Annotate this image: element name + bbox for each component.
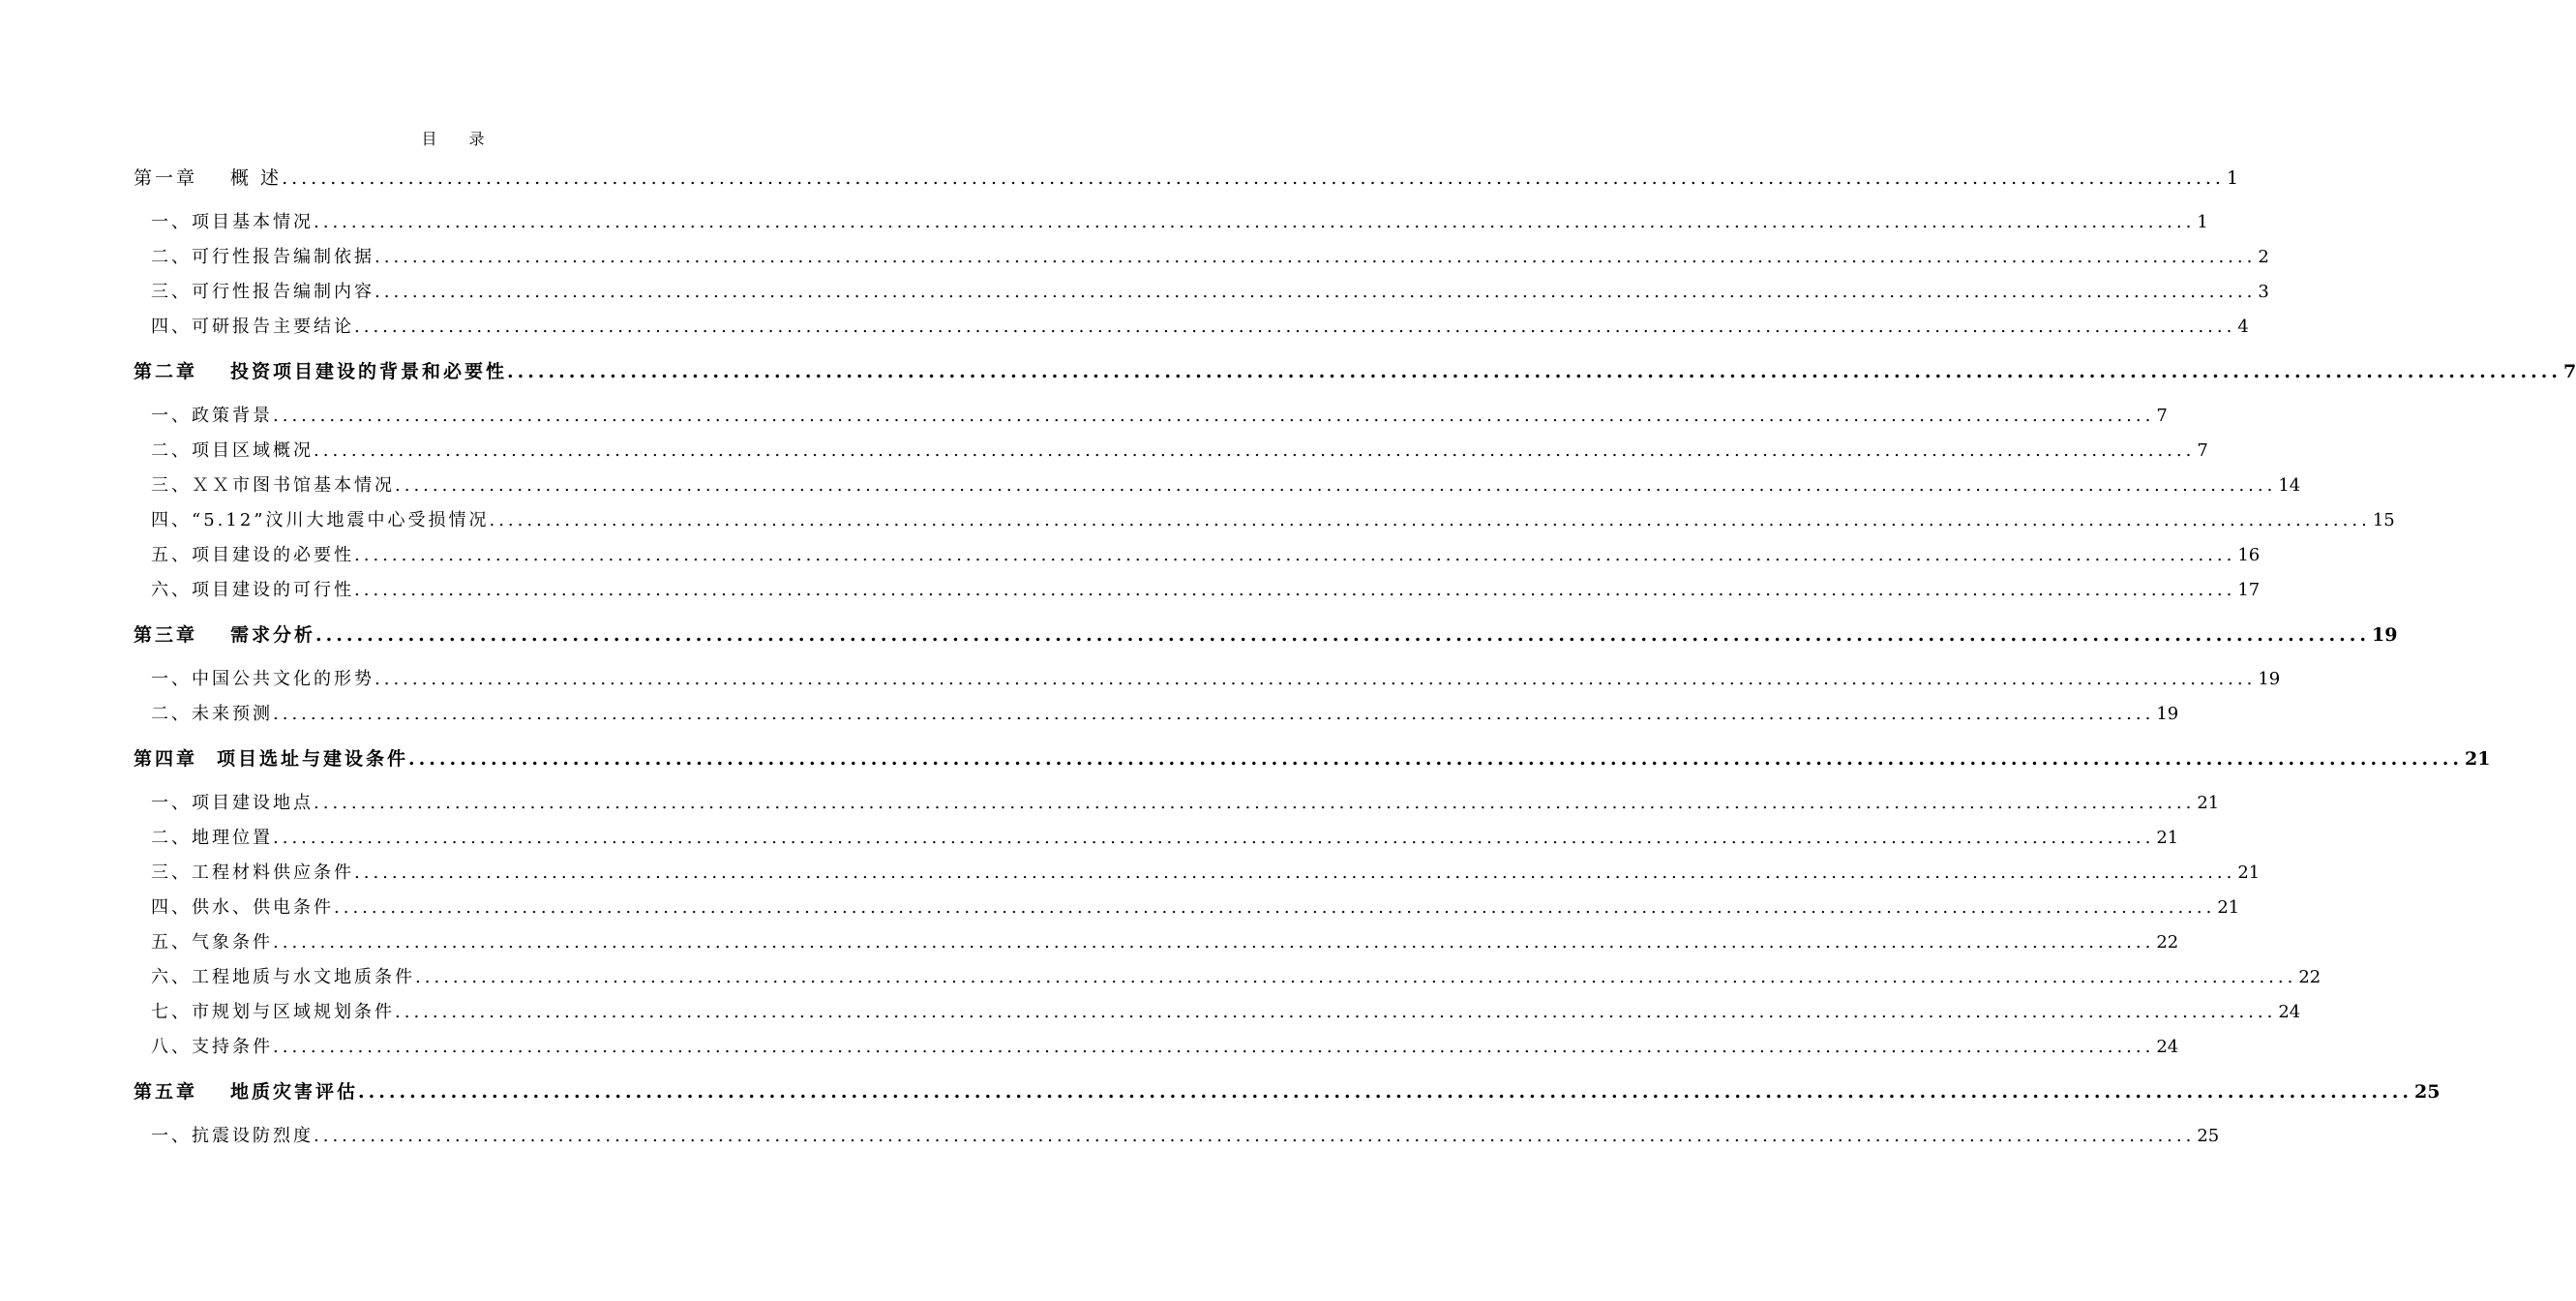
toc-page-number: 21 xyxy=(2156,828,2179,848)
toc-leader-dots: ........................................................................................................................................................................................................ xyxy=(354,317,2236,337)
toc-section-label: 七、市规划与区域规划条件 xyxy=(151,1002,395,1022)
toc-page-number: 1 xyxy=(2197,212,2208,232)
toc-section-row[interactable] xyxy=(134,786,2220,821)
page-title: 目 录 xyxy=(421,130,498,148)
toc-section-label: 一、中国公共文化的形势 xyxy=(151,669,374,689)
toc-section-label: 五、项目建设的必要性 xyxy=(151,545,354,565)
toc-page-number: 17 xyxy=(2237,580,2261,600)
toc-section-row[interactable] xyxy=(134,995,2301,1030)
toc-section-label: 一、项目基本情况 xyxy=(151,212,314,232)
toc-chapter-number: 第五章 xyxy=(134,1081,198,1103)
toc-leader-dots: ........................................................................................................................................................................................................ xyxy=(507,361,2561,382)
toc-section-row[interactable] xyxy=(134,205,2208,240)
toc-leader-dots: ........................................................................................................................................................................................................ xyxy=(489,510,2371,530)
toc-leader-dots: ........................................................................................................................................................................................................ xyxy=(395,1002,2277,1022)
toc-page-number: 14 xyxy=(2278,475,2301,496)
toc-section-label: 一、政策背景 xyxy=(151,406,273,426)
toc-chapter-row[interactable] xyxy=(134,618,2398,662)
toc-chapter-number: 第三章 xyxy=(134,624,198,646)
toc-page-number: 24 xyxy=(2156,1037,2179,1057)
toc-page-number: 7 xyxy=(2562,361,2576,382)
toc-chapter-title: 地质灾害评估 xyxy=(230,1081,359,1103)
toc-leader-dots: ........................................................................................................................................................................................................ xyxy=(408,748,2463,770)
toc-section-row[interactable] xyxy=(134,538,2261,573)
toc-section-row[interactable] xyxy=(134,399,2168,434)
toc-section-label: 四、供水、供电条件 xyxy=(151,897,334,918)
toc-section-row[interactable] xyxy=(134,310,2249,354)
toc-page-number: 25 xyxy=(2413,1081,2441,1103)
toc-page-number: 19 xyxy=(2371,624,2398,646)
toc-leader-dots: ........................................................................................................................................................................................................ xyxy=(273,828,2155,848)
toc-leader-dots: ........................................................................................................................................................................................................ xyxy=(314,212,2196,232)
toc-section-label: 五、气象条件 xyxy=(151,932,273,953)
toc-page-number: 22 xyxy=(2156,932,2179,953)
toc-section-row[interactable] xyxy=(134,1030,2179,1074)
toc-chapter-row[interactable] xyxy=(134,1074,2441,1119)
toc-section-label: 三、ＸＸ市图书馆基本情况 xyxy=(151,475,395,496)
toc-leader-dots: ........................................................................................................................................................................................................ xyxy=(354,862,2236,883)
toc-section-label: 六、工程地质与水文地质条件 xyxy=(151,967,415,987)
toc-section-row[interactable] xyxy=(134,503,2395,538)
toc-leader-dots: ........................................................................................................................................................................................................ xyxy=(415,967,2297,987)
toc-section-label: 二、可行性报告编制依据 xyxy=(151,247,374,267)
toc-section-row[interactable] xyxy=(134,1119,2220,1154)
toc-section-label: 一、抗震设防烈度 xyxy=(151,1126,314,1146)
toc-section-row[interactable] xyxy=(134,821,2179,856)
toc-chapter-number: 第二章 xyxy=(134,361,198,382)
toc-chapter-label xyxy=(134,354,507,389)
toc-chapter-number: 第一章 xyxy=(134,167,198,189)
toc-leader-dots: ........................................................................................................................................................................................................ xyxy=(282,167,2225,189)
toc-chapter-title: 概 述 xyxy=(230,167,283,189)
toc-page-number: 3 xyxy=(2258,282,2269,302)
toc-section-row[interactable] xyxy=(134,891,2240,925)
toc-page-number: 1 xyxy=(2226,167,2239,189)
toc-section-row[interactable] xyxy=(134,856,2261,891)
toc-chapter-title: 投资项目建设的背景和必要性 xyxy=(230,361,508,382)
toc-section-row[interactable] xyxy=(134,925,2179,960)
toc-leader-dots: ........................................................................................................................................................................................................ xyxy=(374,247,2257,267)
toc-chapter-row[interactable] xyxy=(134,354,2576,399)
toc-section-label: 八、支持条件 xyxy=(151,1037,273,1057)
toc-page-number: 7 xyxy=(2156,406,2168,426)
toc-leader-dots: ........................................................................................................................................................................................................ xyxy=(374,282,2257,302)
toc-leader-dots: ........................................................................................................................................................................................................ xyxy=(273,704,2155,724)
toc-page-number: 15 xyxy=(2372,510,2395,530)
toc-chapter-label xyxy=(134,1074,358,1109)
toc-chapter-label xyxy=(134,741,408,776)
toc-leader-dots: ........................................................................................................................................................................................................ xyxy=(358,1081,2412,1103)
toc-section-label: 三、可行性报告编制内容 xyxy=(151,282,374,302)
toc-chapter-number: 第四章 xyxy=(134,748,198,770)
toc-section-row[interactable] xyxy=(134,960,2321,995)
toc-leader-dots: ........................................................................................................................................................................................................ xyxy=(314,793,2196,813)
toc-page-number: 19 xyxy=(2258,669,2281,689)
toc-chapter-title: 项目选址与建设条件 xyxy=(217,748,409,770)
toc-section-row[interactable] xyxy=(134,469,2301,503)
toc-section-label: 二、未来预测 xyxy=(151,704,273,724)
toc-chapter-label xyxy=(134,618,315,652)
toc-section-label: 四、“5.12”汶川大地震中心受损情况 xyxy=(151,510,490,530)
toc-section-row[interactable] xyxy=(134,434,2208,469)
toc-leader-dots: ........................................................................................................................................................................................................ xyxy=(334,897,2216,918)
toc-chapter-row[interactable] xyxy=(134,161,2239,205)
toc-leader-dots: ........................................................................................................................................................................................................ xyxy=(395,475,2277,496)
toc-leader-dots: ........................................................................................................................................................................................................ xyxy=(314,440,2196,461)
toc-page-number: 16 xyxy=(2237,545,2261,565)
toc-section-row[interactable] xyxy=(134,275,2269,310)
toc-page-number: 21 xyxy=(2464,748,2491,770)
toc-page-number: 21 xyxy=(2197,793,2220,813)
toc-page-number: 2 xyxy=(2258,247,2269,267)
toc-page-number: 22 xyxy=(2298,967,2321,987)
toc-section-label: 三、工程材料供应条件 xyxy=(151,862,354,883)
toc-page-number: 4 xyxy=(2237,317,2249,337)
toc-leader-dots: ........................................................................................................................................................................................................ xyxy=(315,624,2370,646)
table-of-contents xyxy=(134,161,2576,1154)
toc-section-label: 二、地理位置 xyxy=(151,828,273,848)
toc-leader-dots: ........................................................................................................................................................................................................ xyxy=(374,669,2257,689)
toc-section-label: 四、可研报告主要结论 xyxy=(151,317,354,337)
toc-chapter-label xyxy=(134,161,282,196)
toc-chapter-title: 需求分析 xyxy=(230,624,316,646)
toc-page-number: 24 xyxy=(2278,1002,2301,1022)
toc-leader-dots: ........................................................................................................................................................................................................ xyxy=(273,1037,2155,1057)
toc-section-label: 二、项目区域概况 xyxy=(151,440,314,461)
toc-page-number: 21 xyxy=(2237,862,2261,883)
toc-page-number: 25 xyxy=(2197,1126,2220,1146)
toc-section-label: 一、项目建设地点 xyxy=(151,793,314,813)
toc-section-row[interactable] xyxy=(134,697,2179,741)
toc-chapter-row[interactable] xyxy=(134,741,2491,786)
toc-section-label: 六、项目建设的可行性 xyxy=(151,580,354,600)
toc-section-row[interactable] xyxy=(134,240,2269,275)
toc-leader-dots: ........................................................................................................................................................................................................ xyxy=(273,932,2155,953)
toc-leader-dots: ........................................................................................................................................................................................................ xyxy=(354,545,2236,565)
toc-leader-dots: ........................................................................................................................................................................................................ xyxy=(354,580,2236,600)
toc-leader-dots: ........................................................................................................................................................................................................ xyxy=(314,1126,2196,1146)
toc-section-row[interactable] xyxy=(134,573,2261,618)
toc-page-number: 19 xyxy=(2156,704,2179,724)
toc-page-number: 7 xyxy=(2197,440,2208,461)
toc-section-row[interactable] xyxy=(134,662,2281,697)
toc-page-number: 21 xyxy=(2217,897,2240,918)
toc-leader-dots: ........................................................................................................................................................................................................ xyxy=(273,406,2155,426)
